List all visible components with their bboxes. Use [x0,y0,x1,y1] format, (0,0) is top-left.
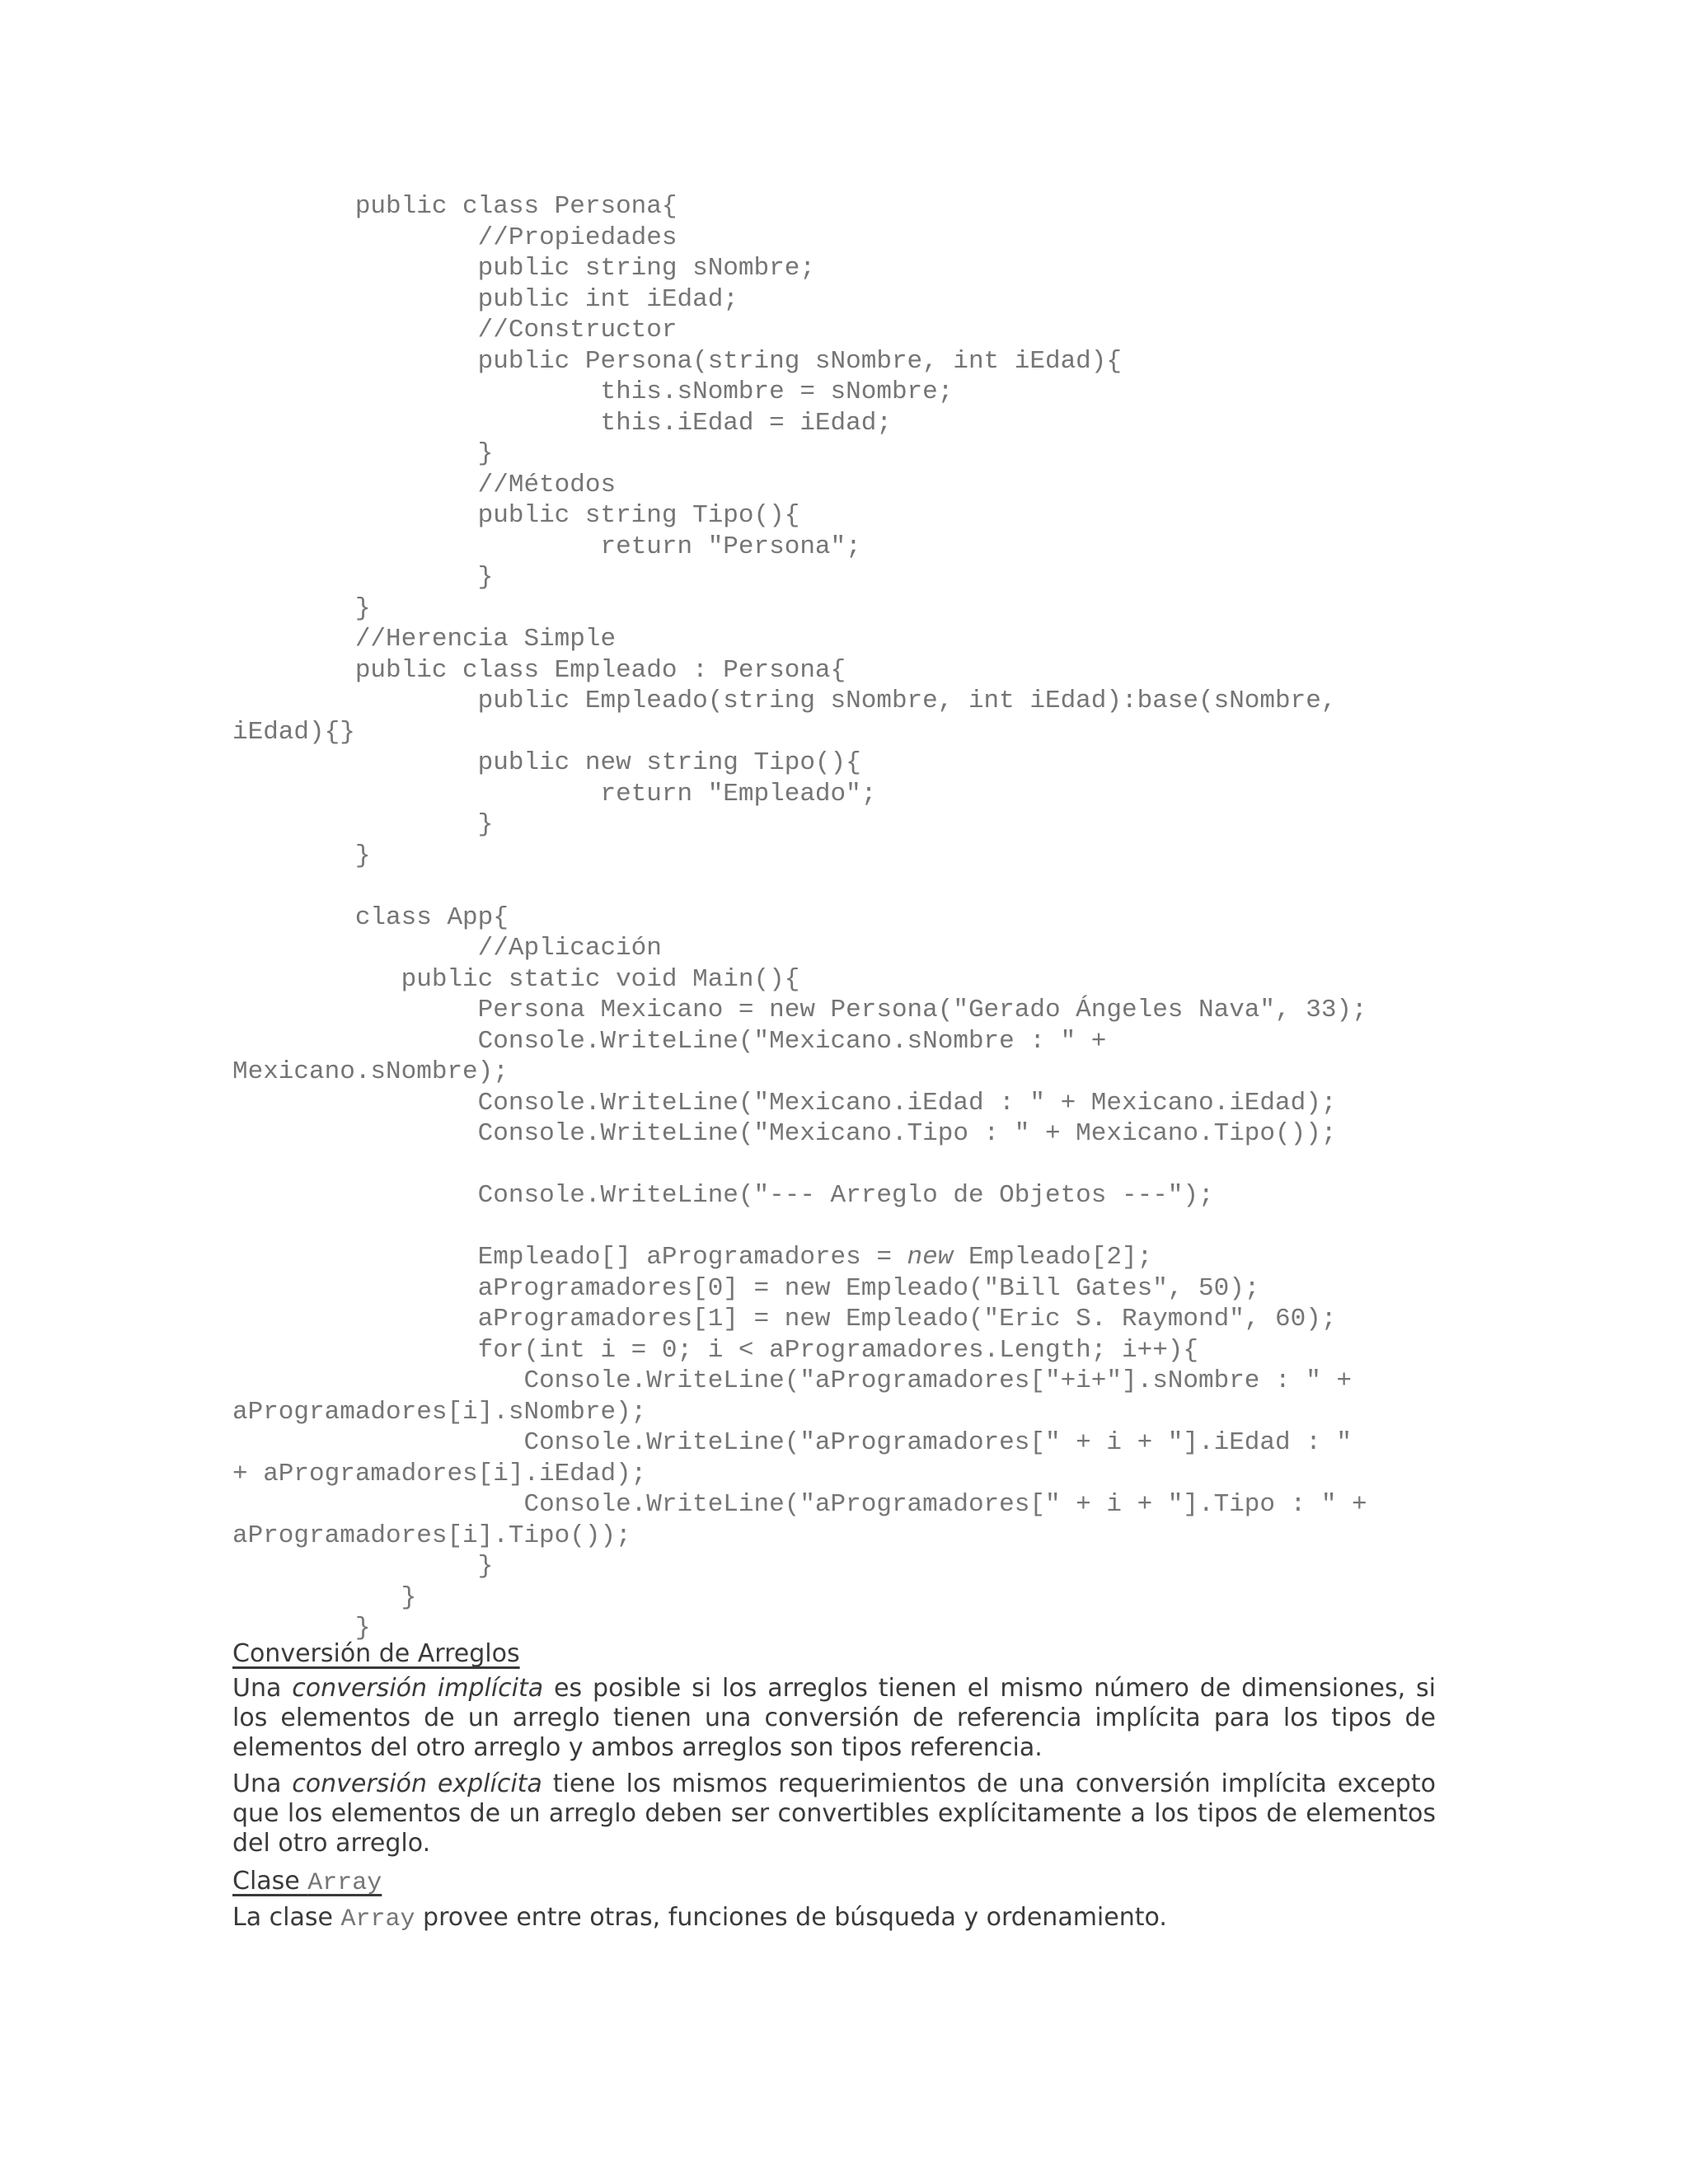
code-keyword-italic: new [907,1243,954,1272]
code-indent [232,1274,478,1303]
text-run: La clase [232,1903,341,1932]
code-line [232,748,1452,779]
code-text: } [401,1582,417,1612]
code-indent [232,1243,478,1272]
code-line [232,1026,1452,1057]
code-line [232,1582,1452,1614]
code-text: aProgramadores[i].sNombre); [232,1397,647,1427]
code-indent [232,471,478,499]
code-line [232,191,1452,223]
code-line [232,315,1452,346]
code-text: public class Persona{ [354,192,678,221]
code-line [232,964,1452,996]
code-line [232,686,1452,717]
code-text: Console.WriteLine("--- Arreglo de Objetos ---"); [477,1181,1214,1210]
code-text: class App{ [354,902,509,932]
code-indent [232,965,401,994]
code-indent [232,780,600,808]
code-indent [232,1089,478,1118]
code-text: } [477,810,494,839]
code-line [232,779,1452,810]
section-heading-text: Conversión de Arreglos [232,1639,520,1668]
code-text: + aProgramadores[i].iEdad); [232,1459,647,1488]
code-indent [232,1119,478,1148]
code-line [232,1057,1452,1088]
code-line [232,377,1452,408]
code-text: public string Tipo(){ [477,501,800,530]
code-line [232,624,1452,655]
code-text: //Herencia Simple [354,625,617,654]
inline-code: Array [340,1905,415,1933]
code-line [232,1212,1452,1243]
code-text: for(int i = 0; i < aProgramadores.Length; i++){ [477,1335,1198,1365]
code-line [232,841,1452,872]
code-indent [232,594,355,623]
code-indent [232,748,478,777]
code-text: public Empleado(string sNombre, int iEdad):base(sNombre, [477,687,1337,715]
code-line [232,346,1452,377]
code-text: return "Persona"; [600,532,861,561]
code-indent [232,285,478,314]
code-text: Console.WriteLine("aProgramadores[" + i + "].iEdad : " [523,1428,1353,1457]
code-line [232,438,1452,470]
code-line [232,1180,1452,1212]
code-indent [232,1181,478,1210]
code-indent [232,903,355,932]
code-text: Console.WriteLine("aProgramadores["+i+"].sNombre : " + [523,1366,1353,1395]
code-indent [232,439,478,468]
code-indent [232,996,478,1024]
code-text: public static void Main(){ [401,964,800,994]
code-text: return "Empleado"; [600,779,877,808]
code-indent [232,810,478,839]
code-line [232,1551,1452,1582]
paragraph-implicit-conversion [232,1674,1436,1763]
code-line [232,1273,1452,1305]
code-indent [232,316,478,344]
code-text: Empleado[2]; [953,1243,1153,1272]
code-listing [232,191,1452,1644]
code-line [232,470,1452,501]
code-text: this.iEdad = iEdad; [600,408,892,438]
code-text: public new string Tipo(){ [477,748,861,777]
code-line [232,1521,1452,1552]
section-heading-text: Clase [232,1867,308,1896]
code-text: aProgramadores[0] = new Empleado("Bill Gates", 50); [477,1273,1260,1303]
code-line [232,562,1452,593]
section-heading-array-class [232,1865,1436,1900]
code-text: } [354,841,371,870]
code-text: Console.WriteLine("aProgramadores[" + i + "].Tipo : " + [523,1490,1367,1519]
paragraph-array-class [232,1903,1436,1934]
code-indent [232,656,355,685]
code-text: //Métodos [477,470,617,499]
code-line [232,1118,1452,1150]
code-text: iEdad){} [232,717,355,747]
code-text: public Persona(string sNombre, int iEdad){ [477,346,1122,376]
code-indent [232,223,478,252]
code-indent [232,501,478,530]
code-line [232,1459,1452,1490]
text-run: Una [232,1769,293,1798]
code-text: } [477,1552,494,1581]
code-text: Console.WriteLine("Mexicano.Tipo : " + Mexicano.Tipo()); [477,1119,1337,1148]
code-text: //Propiedades [477,223,678,252]
code-indent [232,532,600,561]
italic-term: conversión explícita [292,1769,542,1798]
section-heading-conversion [232,1638,1436,1671]
code-indent [232,1583,401,1612]
text-run: tiene los mismos requerimientos de una conversión implícita excepto que los elementos de un arreglo deben ser convertibles explícitamente a los tipos de elementos del otro arreglo. [232,1769,1436,1858]
code-text: public string sNombre; [477,254,815,283]
code-line [232,1489,1452,1521]
code-indent [232,841,355,870]
code-line [232,995,1452,1026]
code-indent [232,1366,523,1395]
code-indent [232,625,355,654]
code-indent [232,1336,478,1365]
code-indent [232,934,478,963]
code-line [232,1427,1452,1459]
code-line [232,593,1452,625]
code-text: aProgramadores[1] = new Empleado("Eric S. Raymond", 60); [477,1305,1337,1333]
italic-term: conversión implícita [292,1674,544,1703]
code-line [232,902,1452,934]
code-text: public int iEdad; [477,284,738,314]
code-text: Console.WriteLine("Mexicano.iEdad : " + Mexicano.iEdad); [477,1088,1337,1118]
code-line [232,1088,1452,1119]
code-line [232,408,1452,439]
code-text: Console.WriteLine("Mexicano.sNombre : " + [477,1026,1107,1056]
code-text: Persona Mexicano = new Persona("Gerado Ángeles Nava", 33); [477,996,1367,1024]
code-line [232,500,1452,532]
code-text: this.sNombre = sNombre; [600,377,954,406]
code-text: } [477,439,494,468]
code-indent [232,687,478,715]
code-text: public class Empleado : Persona{ [354,655,846,685]
code-indent [232,254,478,283]
code-indent [232,409,600,438]
code-text: //Constructor [477,316,678,344]
code-indent [232,192,355,221]
code-line [232,1366,1452,1397]
code-indent [232,1490,523,1519]
code-text: aProgramadores[i].Tipo()); [232,1521,631,1550]
code-line [232,933,1452,964]
code-indent [232,1305,478,1333]
code-indent [232,1428,523,1457]
text-run: es posible si los arreglos tienen el mismo número de dimensiones, si los elementos de un arreglo tienen una conversión de referencia implícita para los tipos de elementos del otro arreglo y ambos arreglos son tipos referencia. [232,1674,1436,1762]
code-indent [232,563,478,592]
code-line [232,223,1452,254]
code-line [232,532,1452,563]
code-text: } [477,563,494,592]
code-indent [232,347,478,376]
code-indent [232,1552,478,1581]
code-text: Empleado[] aProgramadores = [477,1243,907,1272]
code-line [232,1335,1452,1366]
prose-section [232,1638,1436,1941]
code-text: } [354,593,371,623]
code-line [232,1397,1452,1428]
code-line [232,809,1452,841]
code-line [232,1150,1452,1181]
code-line [232,871,1452,902]
paragraph-explicit-conversion [232,1769,1436,1858]
code-line [232,655,1452,687]
text-run: Una [232,1674,293,1703]
text-run: provee entre otras, funciones de búsqueda y ordenamiento. [415,1903,1167,1932]
code-text: //Aplicación [477,934,662,963]
code-line [232,253,1452,284]
code-line [232,717,1452,748]
code-indent [232,377,600,406]
code-line [232,1242,1452,1273]
code-line [232,1304,1452,1335]
code-text: Mexicano.sNombre); [232,1057,509,1086]
code-line [232,284,1452,316]
code-text: } [354,1614,371,1643]
code-indent [232,1027,478,1056]
inline-code: Array [307,1869,382,1897]
